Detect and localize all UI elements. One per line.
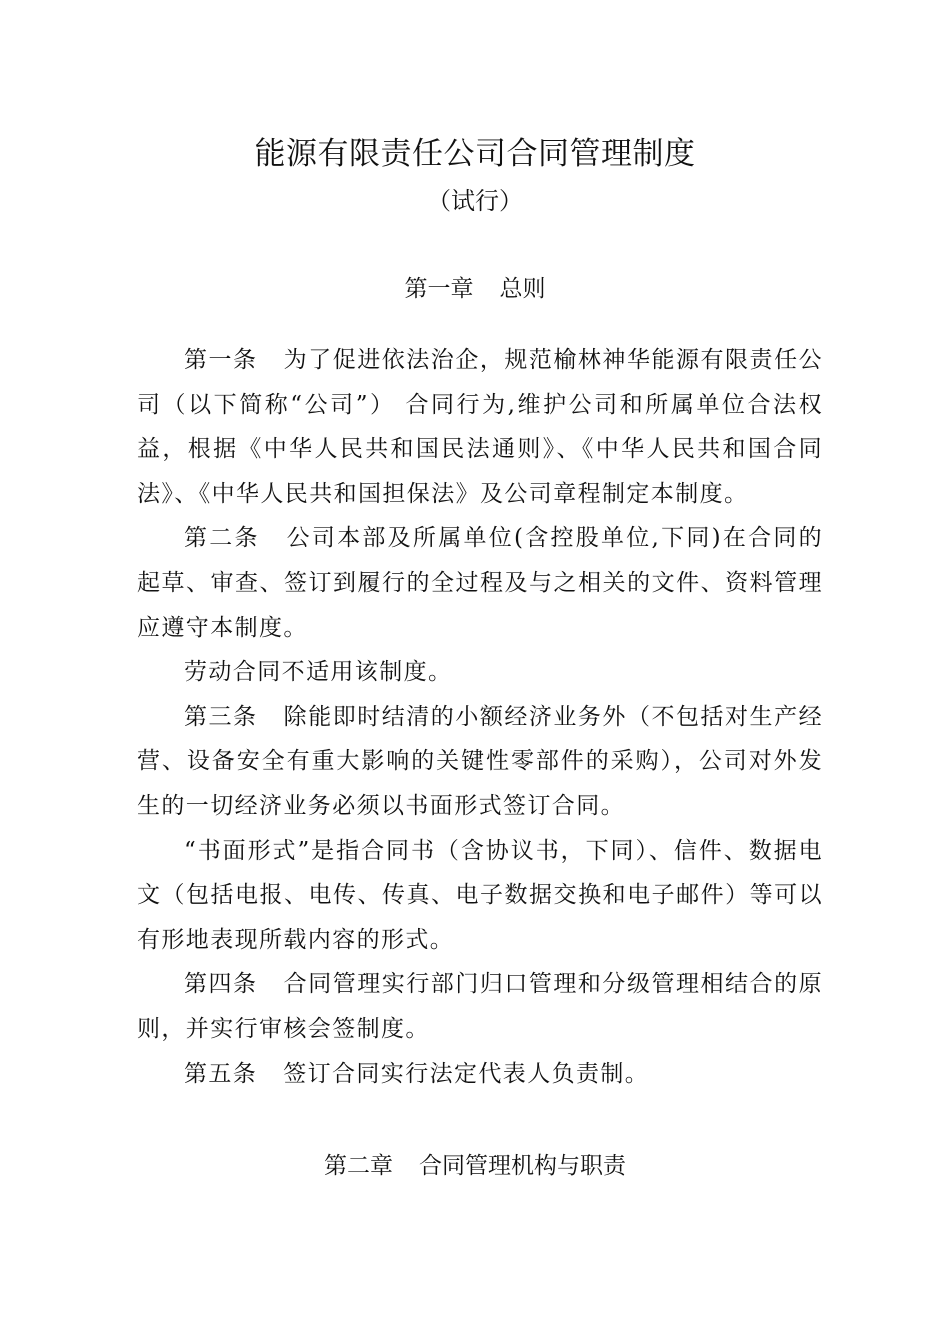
article-number: 第二条 <box>184 525 260 552</box>
article-paragraph <box>137 338 823 516</box>
chapter-1-body <box>137 338 823 1096</box>
article-text: 签订合同实行法定代表人负责制。 <box>283 1060 650 1087</box>
article-number: 第五条 <box>184 1060 258 1087</box>
article-number: 第四条 <box>184 971 258 998</box>
paragraph-text: 劳动合同不适用该制度。 <box>184 659 453 686</box>
article-number: 第一条 <box>184 347 258 373</box>
chapter-name: 总则 <box>499 276 546 302</box>
article-paragraph <box>137 962 823 1051</box>
chapter-name: 合同管理机构与职责 <box>419 1153 626 1179</box>
chapter-number: 第二章 <box>324 1153 393 1179</box>
paragraph-text: “书面形式”是指合同书（含协议书，下同）、信件、数据电文（包括电报、电传、传真、电子数据交换和电子邮件）等可以有形地表现所载内容的形式。 <box>137 837 823 953</box>
paragraph <box>137 829 823 963</box>
article-number: 第三条 <box>184 703 258 730</box>
chapter-number: 第一章 <box>404 276 474 302</box>
article-paragraph <box>137 1052 823 1097</box>
article-paragraph <box>137 695 823 829</box>
article-text: 除能即时结清的小额经济业务外（不包括对生产经营、设备安全有重大影响的关键性零部件的采购），公司对外发生的一切经济业务必须以书面形式签订合同。 <box>137 703 823 819</box>
article-text: 为了促进依法治企，规范榆林神华能源有限责任公司（以下简称“公司”） 合同行为,维护公司和所属单位合法权益，根据《中华人民共和国民法通则》、《中华人民共和国合同法》、《中华人民共和国担保法》及公司章程制定本制度。 <box>137 347 823 507</box>
paragraph <box>137 650 823 695</box>
article-text: 公司本部及所属单位(含控股单位,下同)在合同的起草、审查、签订到履行的全过程及与之相关的文件、资料管理应遵守本制度。 <box>137 525 823 641</box>
article-paragraph <box>137 516 823 650</box>
document-title: 能源有限责任公司合同管理制度 <box>254 136 696 172</box>
article-text: 合同管理实行部门归口管理和分级管理相结合的原则，并实行审核会签制度。 <box>137 971 823 1042</box>
chapter-heading-1 <box>0 270 950 303</box>
document-subtitle: （试行） <box>427 187 523 215</box>
chapter-heading-2 <box>0 1147 950 1180</box>
